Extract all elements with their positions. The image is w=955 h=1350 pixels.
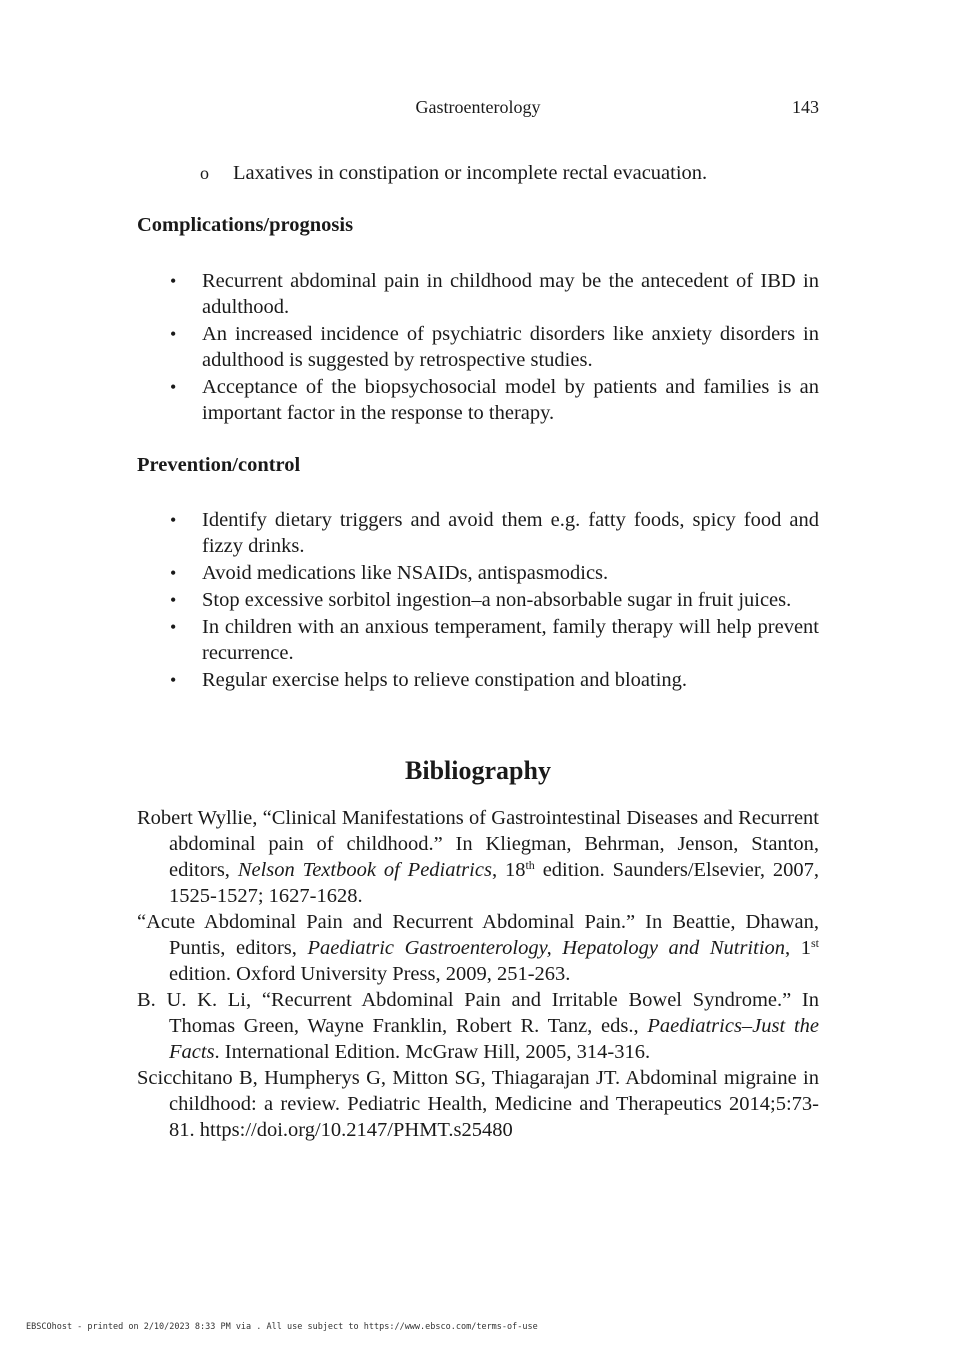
list-item: • Recurrent abdominal pain in childhood may be the antecedent of IBD in adulthood. — [170, 270, 819, 318]
circle-bullet-icon: o — [200, 163, 209, 183]
bullet-icon: • — [170, 563, 177, 583]
page-number: 143 — [792, 97, 819, 117]
list-item: • Identify dietary triggers and avoid them e.g. fatty foods, spicy food and fizzy drinks. — [170, 509, 819, 557]
bibliography-title: Bibliography — [405, 756, 551, 785]
print-footer: EBSCOhost - printed on 2/10/2023 8:33 PM via . All use subject to https://www.ebsco.com/terms-of-use — [26, 1322, 538, 1332]
prevention-heading: Prevention/control — [137, 454, 301, 476]
bibliography-entry: Robert Wyllie, “Clinical Manifestations of Gastrointestinal Diseases and Recurrent abdominal pain of childhood.” In Kliegman, Behrman, Jenson, Stanton, editors, Nelson Textbook of Pediatrics, 18th edition. Saunders/Elsevier, 2007, 1525-1527; 1627-1628. — [137, 807, 820, 907]
bullet-icon: • — [170, 271, 177, 291]
bullet-icon: • — [170, 590, 177, 610]
running-header — [137, 97, 819, 121]
bullet-icon: • — [170, 377, 177, 397]
list-item: • Avoid medications like NSAIDs, antispasmodics. — [170, 562, 609, 584]
list-item: • An increased incidence of psychiatric disorders like anxiety disorders in adulthood is suggested by retrospective studies. — [170, 323, 819, 371]
bibliography-entry: B. U. K. Li, “Recurrent Abdominal Pain and Irritable Bowel Syndrome.” In Thomas Green, Wayne Franklin, Robert R. Tanz, eds., Paediatrics–Just the Facts. International Edition. McGraw Hill, 2005, 314-316. — [137, 989, 819, 1063]
list-item: • Regular exercise helps to relieve constipation and bloating. — [170, 669, 688, 691]
bullet-icon: • — [170, 617, 177, 637]
prevention-list — [137, 507, 819, 694]
bullet-icon: • — [170, 510, 177, 530]
list-item: • Stop excessive sorbitol ingestion–a non-absorbable sugar in fruit juices. — [170, 589, 792, 611]
list-item: • In children with an anxious temperament, family therapy will help prevent recurrence. — [170, 616, 819, 664]
bullet-icon: • — [170, 324, 177, 344]
running-title: Gastroenterology — [415, 97, 541, 117]
sub-bullet-item — [200, 162, 707, 185]
bullet-icon: • — [170, 670, 177, 690]
bibliography-entry: “Acute Abdominal Pain and Recurrent Abdominal Pain.” In Beattie, Dhawan, Puntis, editors, Paediatric Gastroenterology, Hepatology and Nutrition, 1st edition. Oxford University Press, 2009, 251-263. — [137, 911, 819, 985]
complications-list — [137, 268, 819, 427]
bibliography-entry: Scicchitano B, Humpherys G, Mitton SG, Thiagarajan JT. Abdominal migraine in childhood: a review. Pediatric Health, Medicine and Therapeutics 2014;5:73-81. https://doi.org/10.2147/PHMT.s25480 — [137, 1067, 819, 1141]
bibliography-list — [137, 805, 819, 1143]
sub-bullet-text: Laxatives in constipation or incomplete rectal evacuation. — [233, 162, 708, 184]
complications-heading: Complications/prognosis — [137, 214, 354, 236]
list-item: • Acceptance of the biopsychosocial model by patients and families is an important factor in the response to therapy. — [170, 376, 819, 424]
